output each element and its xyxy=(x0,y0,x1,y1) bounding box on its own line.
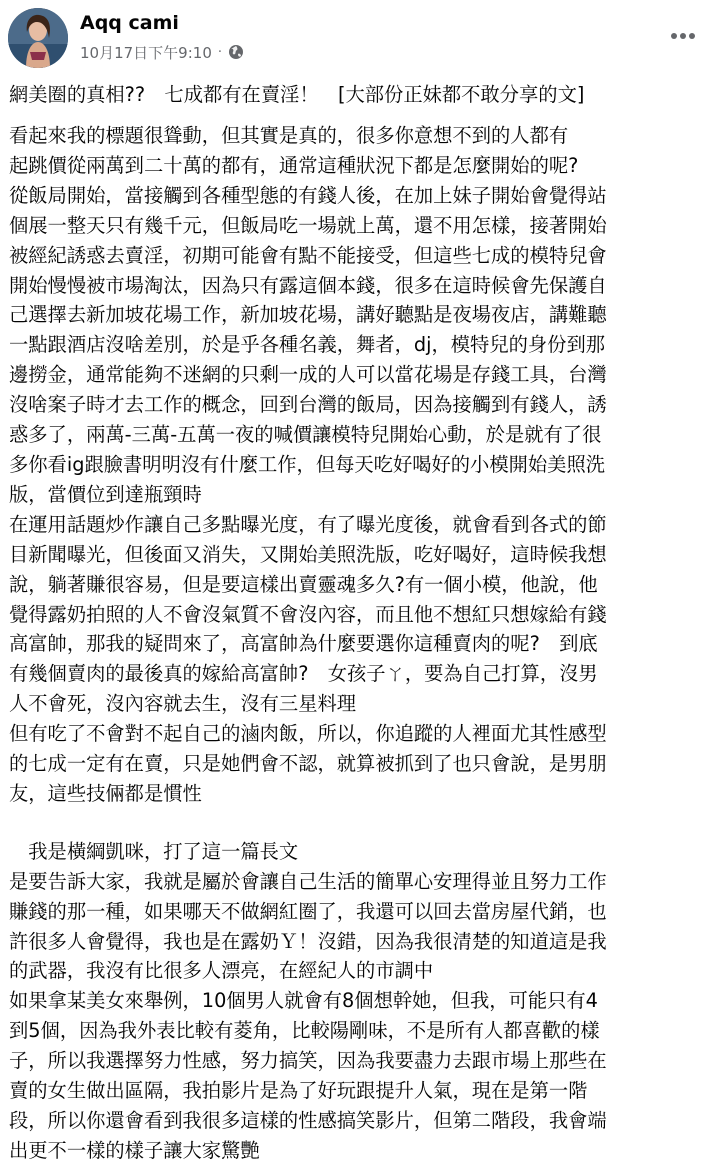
post-paragraph-1: 看起來我的標題很聳動，但其實是真的，很多你意想不到的人都有 起跳價從兩萬到二十萬的都有，通常這種狀況下都是怎麼開始的呢? 從飯局開始，當接觸到各種型態的有錢人後，在加上妹子開始會覺得站 個展一整天只有幾千元，但飯局吃一場就上萬，還不用怎樣，接著開始 被經紀誘惑去賣淫，初期可能會有點不能接受，但這些七成的模特兒會 開始慢慢被市場淘汰，因為只有露這個本錢，很多在這時候會先保護自 己選擇去新加坡花場工作，新加坡花場，講好聽點是夜場夜店，講難聽 一點跟酒店沒啥差別，於是乎各種名義，舞者，dj，模特兒的身份到那 邊撈金，通常能夠不迷網的只剩一成的人可以當花場是存錢工具，台灣 沒啥案子時才去工作的概念，回到台灣的飯局，因為接觸到有錢人，誘 惑多了，兩萬-三萬-五萬一夜的喊價讓模特兒開始心動，於是就有了很 多你看ig跟臉書明明沒有什麼工作，但每天吃好喝好的小模開始美照洗 版，當價位到達瓶頸時 xyxy=(9,124,607,506)
post-paragraph-2: 在運用話題炒作讓自己多點曝光度，有了曝光度後，就會看到各式的節 目新聞曝光，但後面又消失，又開始美照洗版，吃好喝好，這時候我想 說，躺著賺很容易，但是要這樣出賣靈魂多久?有一個小模，他說，他 覺得露奶拍照的人不會沒氣質不會沒內容，而且他不想紅只想嫁給有錢 高富帥，那我的疑問來了，高富帥為什麼要選你這種賣肉的呢? 到底 有幾個賣肉的最後真的嫁給高富帥? 女孩子ㄚ，要為自己打算，沒男 人不會死，沒內容就去生，沒有三星料理 xyxy=(9,512,607,716)
meta-separator: · xyxy=(217,44,222,60)
more-horizontal-icon xyxy=(670,32,696,40)
author-avatar[interactable] xyxy=(8,8,68,68)
post-body xyxy=(9,80,714,1166)
post-meta xyxy=(80,42,244,62)
post-header xyxy=(0,0,722,72)
globe-icon[interactable] xyxy=(228,44,244,60)
avatar-image xyxy=(8,8,68,68)
more-options-button[interactable] xyxy=(666,22,700,50)
post-paragraph-4: 我是橫綱凱咪，打了這一篇長文 是要告訴大家，我就是屬於會讓自己生活的簡單心安理得並且努力工作 賺錢的那一種，如果哪天不做網紅圈了，我還可以回去當房屋代銷，也 許很多人會覺得，我也是在露奶Ｙ！沒錯，因為我很清楚的知道這是我 的武器，我沒有比很多人漂亮，在經紀人的市調中 如果拿某美女來舉例，10個男人就會有8個想幹她，但我，可能只有4 到5個，因為我外表比較有菱角，比較陽剛味，不是所有人都喜歡的樣 子，所以我選擇努力性感，努力搞笑，因為我要盡力去跟市場上那些在 賣的女生做出區隔，我拍影片是為了好玩跟提升人氣，現在是第一階 段，所以你還會看到我很多這樣的性感搞笑影片，但第二階段，我會端 出更不一樣的樣子讓大家驚艷 xyxy=(9,839,607,1162)
author-name[interactable]: Aqq cami xyxy=(80,12,179,34)
post-title: 網美圈的真相?? 七成都有在賣淫！ [大部份正妹都不敢分享的文] xyxy=(9,83,585,106)
paragraph-spacer xyxy=(9,809,714,837)
post-timestamp[interactable]: 10月17日下午9:10 xyxy=(80,43,212,62)
post-paragraph-3: 但有吃了不會對不起自己的滷肉飯，所以，你追蹤的人裡面尤其性感型 的七成一定有在賣，只是她們會不認，就算被抓到了也只會說，是男朋 友，這些技倆都是慣性 xyxy=(9,722,607,805)
